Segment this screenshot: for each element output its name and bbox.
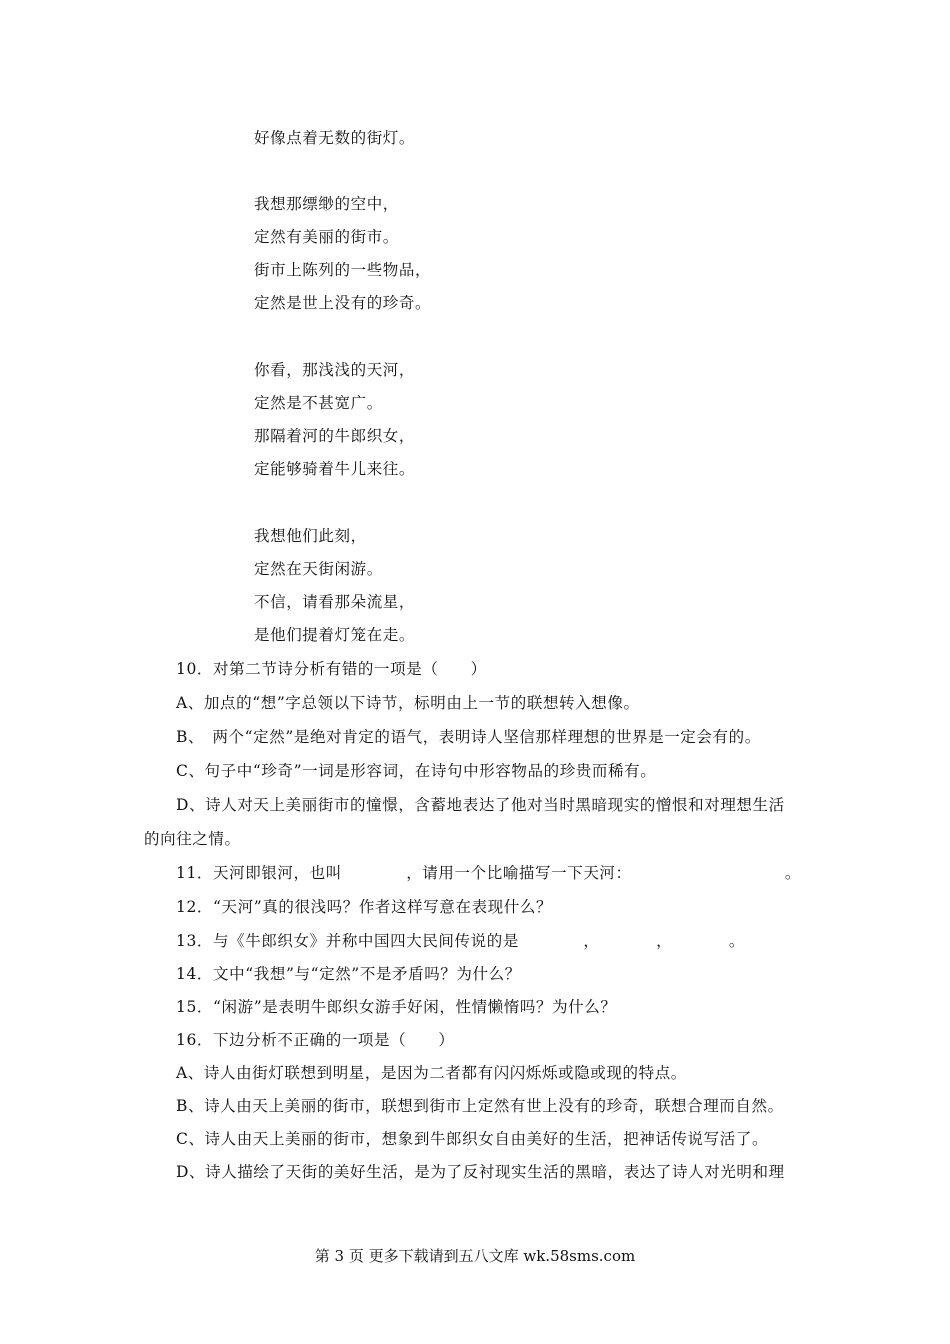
poem-line: 定然在天街闲游。 <box>254 560 383 578</box>
question-stem: 10．对第二节诗分析有错的一项是（ ） <box>176 660 487 678</box>
poem-line: 好像点着无数的街灯。 <box>254 129 416 147</box>
poem-line: 定然是世上没有的珍奇。 <box>254 294 432 312</box>
question-stem: 16．下边分析不正确的一项是（ ） <box>176 1031 455 1049</box>
poem-line: 那隔着河的牛郎织女， <box>254 427 416 445</box>
option-a: A、诗人由街灯联想到明星，是因为二者都有闪闪烁烁或隐或现的特点。 <box>176 1064 687 1082</box>
poem-line: 不信，请看那朵流星， <box>254 593 416 611</box>
poem-line: 是他们提着灯笼在走。 <box>254 626 416 644</box>
poem-line: 街市上陈列的一些物品， <box>254 261 432 279</box>
page-footer: 第 3 页 更多下载请到五八文库 wk.58sms.com <box>314 1247 636 1265</box>
option-b: B、诗人由天上美丽的街市，联想到街市上定然有世上没有的珍奇，联想合理而自然。 <box>176 1097 784 1115</box>
option-b: B、 两个“定然”是绝对肯定的语气，表明诗人坚信那样理想的世界是一定会有的。 <box>176 728 761 746</box>
question-11: 11．天河即银河，也叫 ，请用一个比喻描写一下天河： 。 <box>176 864 801 882</box>
poem-line: 你看，那浅浅的天河， <box>254 361 416 379</box>
question-15: 15．“闲游”是表明牛郎织女游手好闲，性情懒惰吗？为什么？ <box>176 998 617 1016</box>
option-a: A、加点的“想”字总领以下诗节，标明由上一节的联想转入想像。 <box>176 694 640 712</box>
poem-line: 我想那缥缈的空中， <box>254 195 399 213</box>
option-c: C、句子中“珍奇”一词是形容词，在诗句中形容物品的珍贵而稀有。 <box>176 762 657 780</box>
option-d: D、诗人对天上美丽街市的憧憬，含蓄地表达了他对当时黑暗现实的憎恨和对理想生活 <box>176 796 785 814</box>
option-d-continued: 的向往之情。 <box>144 830 241 848</box>
poem-line: 我想他们此刻， <box>254 527 367 545</box>
poem-line: 定然有美丽的街市。 <box>254 228 399 246</box>
poem-line: 定然是不甚宽广。 <box>254 394 383 412</box>
question-12: 12．“天河”真的很浅吗？作者这样写意在表现什么？ <box>176 898 553 916</box>
option-d: D、诗人描绘了天街的美好生活，是为了反衬现实生活的黑暗，表达了诗人对光明和理 <box>176 1163 785 1181</box>
poem-line: 定能够骑着牛儿来往。 <box>254 460 416 478</box>
question-14: 14．文中“我想”与“定然”不是矛盾吗？为什么？ <box>176 965 521 983</box>
option-c: C、诗人由天上美丽的街市，想象到牛郎织女自由美好的生活，把神话传说写活了。 <box>176 1130 769 1148</box>
question-13: 13．与《牛郎织女》并称中国四大民间传说的是 ， ， 。 <box>176 932 745 950</box>
